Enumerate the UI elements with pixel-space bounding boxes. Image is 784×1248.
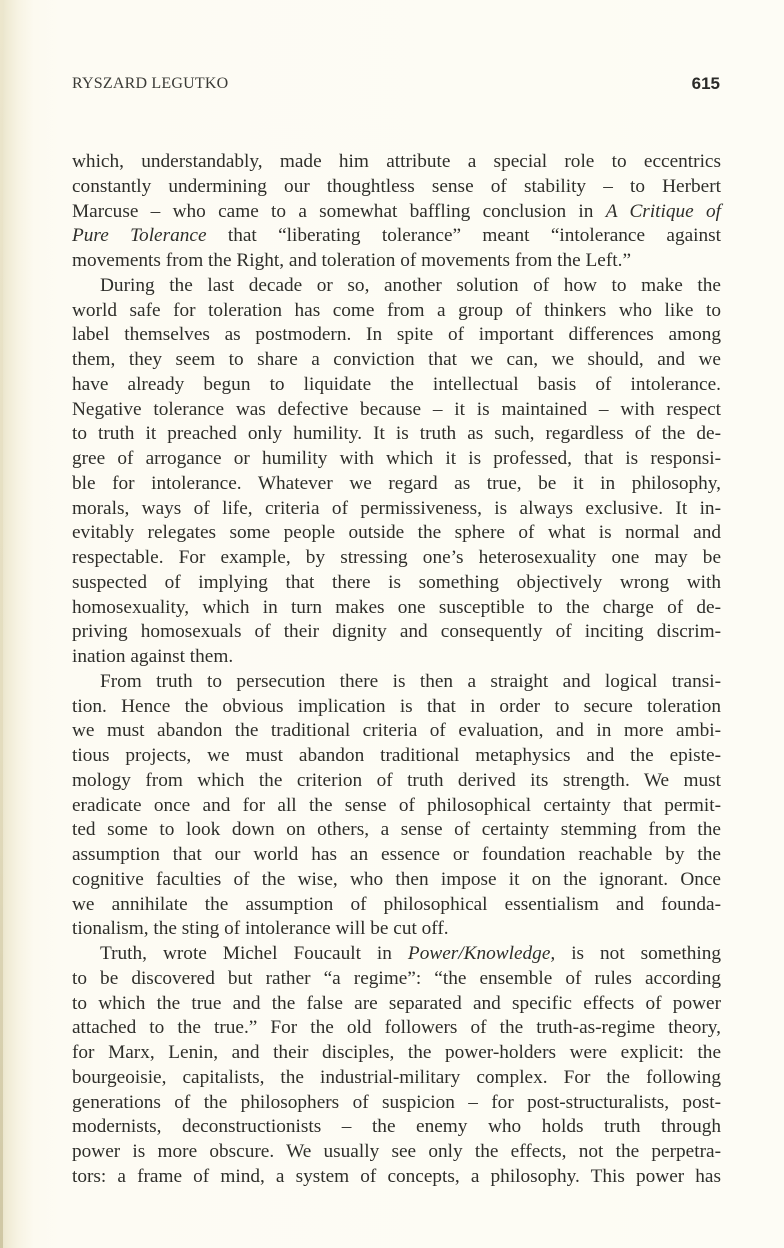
text-line: [72, 1041, 721, 1066]
text-run: respectable. For example, by stressing one’s heterosexuality one may be: [72, 547, 721, 568]
text-run: ination against them.: [72, 646, 234, 667]
text-run: constantly undermining our thoughtless sense of stability – to Herbert: [72, 175, 721, 197]
text-line: [72, 967, 721, 992]
text-line: [72, 992, 721, 1017]
text-run: cognitive faculties of the wise, who then impose it on the ignorant. Once: [72, 868, 721, 890]
text-line: [72, 422, 721, 447]
text-run: suspected of implying that there is something objectively wrong with: [72, 571, 721, 593]
text-line: [72, 1066, 721, 1091]
running-head: [72, 75, 720, 99]
paragraph: [72, 942, 721, 1190]
text-line: [72, 868, 721, 893]
text-line: [72, 769, 721, 794]
text-run: During the last decade or so, another solution of how to make the: [100, 274, 721, 296]
text-line: [72, 497, 721, 522]
italic-title: Power/Knowledge,: [407, 943, 556, 964]
text-line: [72, 546, 721, 571]
text-line: [72, 670, 721, 695]
running-head-author: RYSZARD LEGUTKO: [72, 75, 229, 92]
text-line: [72, 620, 721, 645]
binding-edge: [0, 0, 3, 1248]
text-run: to truth it preached only humility. It is truth as such, regardless of the de-: [72, 423, 721, 445]
text-line: [72, 1091, 721, 1116]
text-line: [72, 274, 721, 299]
text-run: power is more obscure. We usually see only the effects, not the perpetra-: [72, 1141, 721, 1162]
text-line: [72, 175, 721, 200]
text-line: [72, 843, 721, 868]
text-run: them, they seem to share a conviction that we can, we should, and we: [72, 349, 721, 370]
text-line: [72, 893, 721, 918]
text-line: [72, 1165, 721, 1190]
text-run: tious projects, we must abandon traditional metaphysics and the episte-: [72, 745, 721, 766]
italic-title: Pure Tolerance: [72, 225, 207, 247]
text-line: [72, 472, 721, 497]
text-run: which, understandably, made him attribute a special role to eccentrics: [72, 151, 721, 172]
text-line: [72, 818, 721, 843]
text-line: [72, 1016, 721, 1041]
text-line: [72, 1140, 721, 1165]
text-run: From truth to persecution there is then a straight and logical transi-: [100, 670, 721, 692]
text-line: [72, 596, 721, 621]
text-run: generations of the philosophers of suspicion – for post-structuralists, post-: [72, 1091, 721, 1113]
text-run: to which the true and the false are separated and specific effects of power: [72, 992, 721, 1014]
text-line: [72, 447, 721, 472]
paragraph: [72, 274, 721, 670]
text-run: attached to the true.” For the old followers of the truth-as-regime theory,: [72, 1017, 721, 1039]
text-line: [72, 150, 721, 175]
text-run: ted some to look down on others, a sense of certainty stemming from the: [72, 819, 721, 841]
text-line: [72, 323, 721, 348]
text-run: Marcuse – who came to a somewhat baffling conclusion in: [72, 200, 606, 222]
text-run: movements from the Right, and toleration of movements from the Left.”: [72, 250, 632, 271]
text-run: we must abandon the traditional criteria of evaluation, and in more ambi-: [72, 720, 721, 742]
text-line: [72, 917, 721, 942]
italic-title: A Critique of: [605, 200, 722, 222]
text-line: [72, 719, 721, 744]
text-run: world safe for toleration has come from a group of thinkers who like to: [72, 299, 721, 321]
text-line: [72, 695, 721, 720]
text-run: tion. Hence the obvious implication is that in order to secure toleration: [72, 695, 721, 717]
text-run: Negative tolerance was defective because – it is maintained – with respect: [72, 398, 721, 420]
text-run: eradicate once and for all the sense of philosophical certainty that permit-: [72, 794, 721, 816]
text-run: evitably relegates some people outside the sphere of what is normal and: [72, 522, 721, 544]
text-line: [72, 373, 721, 398]
text-run: tors: a frame of mind, a system of concepts, a philosophy. This power has: [72, 1165, 721, 1187]
text-run: Truth, wrote Michel Foucault in: [100, 943, 408, 964]
text-line: [72, 200, 721, 225]
text-line: [72, 942, 721, 967]
text-run: label themselves as postmodern. In spite of important differences among: [72, 324, 721, 346]
page-number: 615: [691, 74, 720, 93]
paragraph: [72, 150, 721, 274]
text-run: mology from which the criterion of truth derived its strength. We must: [72, 769, 721, 791]
text-run: ble for intolerance. Whatever we regard as true, be it in philosophy,: [72, 472, 721, 494]
text-line: [72, 571, 721, 596]
text-line: [72, 1115, 721, 1140]
text-line: [72, 794, 721, 819]
text-line: [72, 744, 721, 769]
text-run: homosexuality, which in turn makes one susceptible to the charge of de-: [72, 596, 721, 618]
text-line: [72, 521, 721, 546]
text-run: gree of arrogance or humility with which it is professed, that is responsi-: [72, 448, 721, 469]
text-line: [72, 645, 721, 670]
text-line: [72, 249, 721, 274]
text-line: [72, 224, 721, 249]
text-run: assumption that our world has an essence or foundation reachable by the: [72, 844, 721, 865]
text-run: to be discovered but rather “a regime”: “the ensemble of rules according: [72, 967, 721, 989]
text-run: for Marx, Lenin, and their disciples, the power-holders were explicit: the: [72, 1042, 721, 1063]
text-run: morals, ways of life, criteria of permissiveness, is always exclusive. It in-: [72, 497, 721, 519]
text-run: bourgeoisie, capitalists, the industrial-military complex. For the following: [72, 1066, 721, 1088]
text-line: [72, 348, 721, 373]
text-run: is not something: [555, 943, 722, 964]
body-text: [72, 150, 721, 1190]
text-run: tionalism, the sting of intolerance will be cut off.: [72, 918, 449, 940]
text-run: that “liberating tolerance” meant “intolerance against: [206, 225, 721, 247]
text-run: we annihilate the assumption of philosophical essentialism and founda-: [72, 893, 721, 915]
text-line: [72, 398, 721, 423]
text-line: [72, 299, 721, 324]
text-run: priving homosexuals of their dignity and consequently of inciting discrim-: [72, 621, 721, 643]
text-run: modernists, deconstructionists – the enemy who holds truth through: [72, 1116, 721, 1138]
paragraph: [72, 670, 721, 942]
text-run: have already begun to liquidate the intellectual basis of intolerance.: [72, 373, 721, 395]
